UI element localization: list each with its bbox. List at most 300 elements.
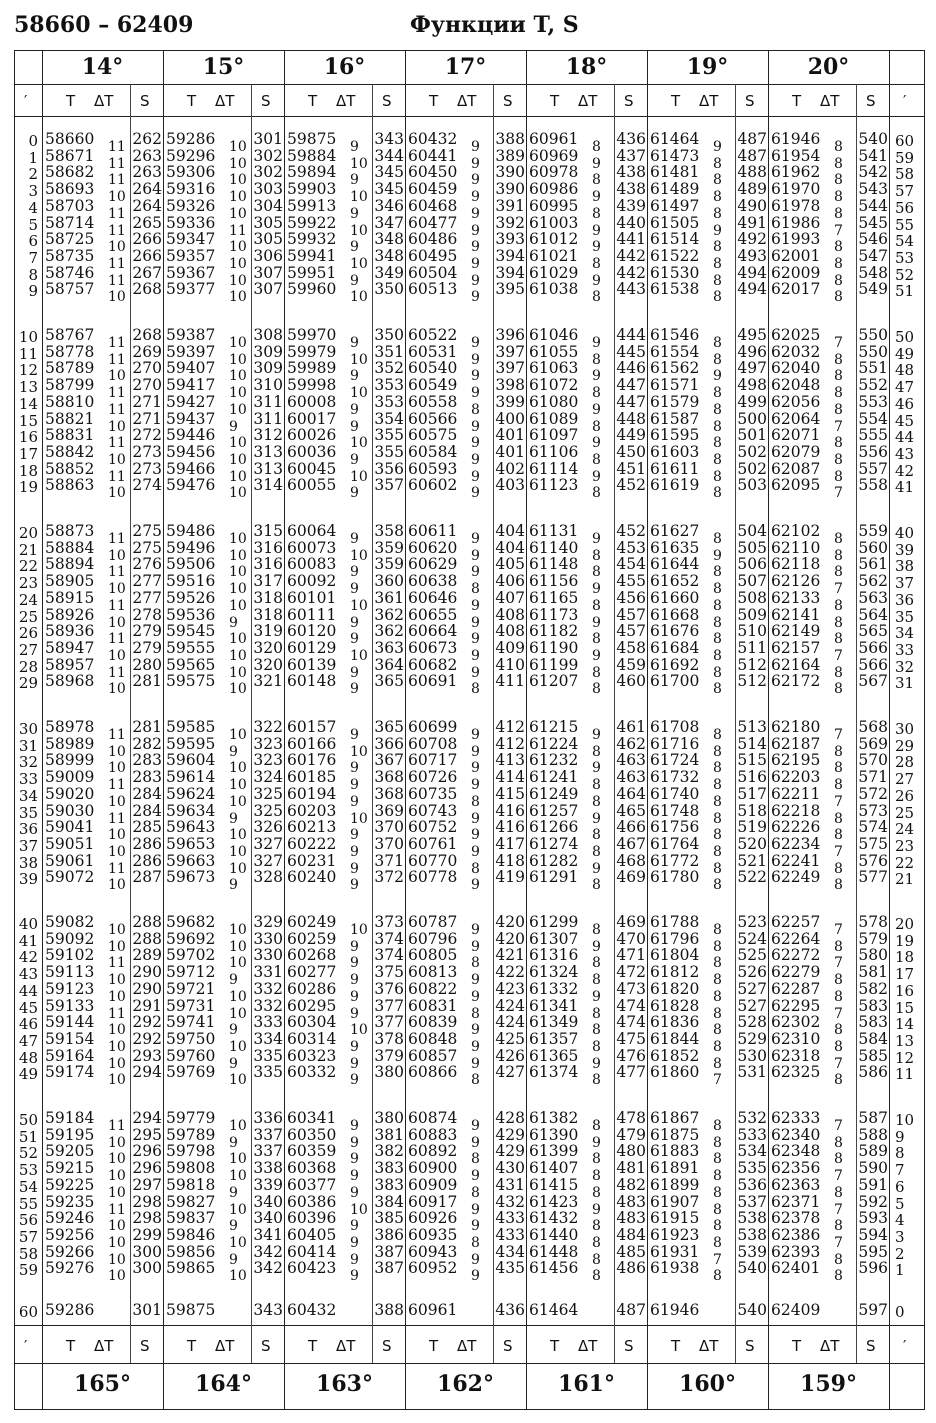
dT-value: 8 xyxy=(834,938,843,955)
minute-label-left: 12 xyxy=(18,361,38,380)
dT-value: 9 xyxy=(471,547,480,564)
S-value: 345 xyxy=(374,180,404,199)
T-value: 61986 xyxy=(771,213,821,232)
S-value: 330 xyxy=(253,946,283,965)
T-value: 61867 xyxy=(650,1109,700,1127)
dT-value: 9 xyxy=(350,172,359,189)
S-value: 446 xyxy=(616,359,646,378)
dT-value: 8 xyxy=(471,401,480,418)
S-value: 361 xyxy=(374,588,404,607)
T-value: 60073 xyxy=(287,538,337,557)
dT-value: 10 xyxy=(229,860,247,877)
dT-value: 8 xyxy=(834,1251,843,1268)
S-value: 270 xyxy=(132,359,162,378)
S-value: 298 xyxy=(132,1209,162,1228)
dT-value: 8 xyxy=(592,205,601,222)
dT-value: 10 xyxy=(108,581,126,598)
dT-value: 10 xyxy=(108,843,126,860)
dT-value: 8 xyxy=(834,877,843,894)
T-value: 61029 xyxy=(529,263,579,282)
dT-value: 8 xyxy=(592,418,601,435)
S-value: 474 xyxy=(616,996,646,1015)
minute-label-right: 20 xyxy=(895,915,915,933)
T-value: 62211 xyxy=(771,784,821,803)
S-value: 502 xyxy=(737,459,767,478)
T-value: 58873 xyxy=(45,522,95,540)
T-value: 60396 xyxy=(287,1209,337,1228)
dT-value: 10 xyxy=(350,743,368,760)
dT-value: 8 xyxy=(592,139,601,155)
dT-value: 9 xyxy=(592,647,601,664)
dT-value: 11 xyxy=(108,664,126,681)
minute-label-left: 27 xyxy=(18,640,38,659)
T-value: 62157 xyxy=(771,638,821,657)
S-value: 463 xyxy=(616,751,646,770)
S-value: 433 xyxy=(495,1209,525,1228)
T-value: 62180 xyxy=(771,718,821,736)
minute-label-left: 29 xyxy=(18,674,38,693)
dT-value: 9 xyxy=(592,272,601,289)
subcolumn-separator xyxy=(372,84,373,1363)
S-value: 340 xyxy=(253,1192,283,1211)
T-value: 59306 xyxy=(166,163,216,182)
S-value: 471 xyxy=(616,946,646,965)
dT-value: 9 xyxy=(471,614,480,631)
dT-value: 9 xyxy=(592,1201,601,1218)
dT-value: 10 xyxy=(350,597,368,614)
dT-value: 7 xyxy=(834,922,843,938)
dT-value: 11 xyxy=(108,955,126,972)
dT-value: 9 xyxy=(471,1038,480,1055)
S-value: 370 xyxy=(374,818,404,837)
dT-value: 9 xyxy=(471,877,480,894)
dT-value: 9 xyxy=(592,435,601,452)
dT-header: ΔT xyxy=(336,92,356,110)
T-value: 60629 xyxy=(408,555,458,574)
dT-value: 8 xyxy=(834,351,843,368)
dT-value: 9 xyxy=(229,418,238,435)
dT-value: 9 xyxy=(350,401,359,418)
S-value: 300 xyxy=(132,1242,162,1261)
T-value: 60770 xyxy=(408,851,458,870)
T-value: 58789 xyxy=(45,359,95,378)
S-value: 544 xyxy=(858,196,888,215)
S-value: 432 xyxy=(495,1192,525,1211)
S-value: 583 xyxy=(858,996,888,1015)
S-value: 349 xyxy=(374,263,404,282)
S-value: 282 xyxy=(132,734,162,753)
S-value: 273 xyxy=(132,459,162,478)
S-value: 303 xyxy=(253,180,283,199)
minute-label-left: 59 xyxy=(18,1261,38,1280)
T-value: 59837 xyxy=(166,1209,216,1228)
dT-value: 9 xyxy=(350,664,359,681)
dT-value: 11 xyxy=(108,401,126,418)
T-value: 61089 xyxy=(529,409,579,428)
T-value: 61915 xyxy=(650,1209,700,1228)
dT-value: 9 xyxy=(471,351,480,368)
dT-value: 9 xyxy=(592,531,601,547)
S-value: 591 xyxy=(858,1175,888,1194)
T-value: 60341 xyxy=(287,1109,337,1127)
S-value: 424 xyxy=(495,996,525,1015)
dT-value: 10 xyxy=(350,810,368,827)
T-header: T xyxy=(66,1337,76,1355)
S-header: S xyxy=(382,92,392,110)
T-value: 59020 xyxy=(45,784,95,803)
dT-value: 9 xyxy=(592,727,601,743)
T-value: 61063 xyxy=(529,359,579,378)
T-value: 61399 xyxy=(529,1142,579,1161)
S-value: 270 xyxy=(132,376,162,395)
S-value: 335 xyxy=(253,1046,283,1065)
T-value: 61390 xyxy=(529,1125,579,1144)
S-value: 368 xyxy=(374,784,404,803)
S-value: 397 xyxy=(495,359,525,378)
T-value: 62386 xyxy=(771,1225,821,1244)
dT-value: 10 xyxy=(108,827,126,844)
T-value: 62371 xyxy=(771,1192,821,1211)
S-value: 489 xyxy=(737,180,767,199)
T-value: 58999 xyxy=(45,751,95,770)
dT-value: 10 xyxy=(229,435,247,452)
dT-value: 11 xyxy=(108,205,126,222)
S-value: 268 xyxy=(132,326,162,344)
T-header: T xyxy=(671,1337,681,1355)
S-value: 353 xyxy=(374,392,404,411)
T-value: 58936 xyxy=(45,622,95,641)
S-value: 442 xyxy=(616,263,646,282)
T-value: 61432 xyxy=(529,1209,579,1228)
T-value: 60477 xyxy=(408,213,458,232)
T-value: 59082 xyxy=(45,913,95,931)
S-value: 506 xyxy=(737,555,767,574)
T-value: 59818 xyxy=(166,1175,216,1194)
T-header: T xyxy=(429,1337,439,1355)
dT-value: 10 xyxy=(350,351,368,368)
S-value: 280 xyxy=(132,655,162,674)
minute-label-left: 10 xyxy=(18,328,38,346)
dT-value: 8 xyxy=(834,1134,843,1151)
S-value: 352 xyxy=(374,359,404,378)
T-value: 60699 xyxy=(408,718,458,736)
S-value: 469 xyxy=(616,868,646,887)
T-value: 60213 xyxy=(287,818,337,837)
dT-value: 9 xyxy=(471,1218,480,1235)
S-value: 399 xyxy=(495,392,525,411)
S-value: 283 xyxy=(132,751,162,770)
T-value: 62079 xyxy=(771,442,821,461)
S-value: 438 xyxy=(616,163,646,182)
S-value: 288 xyxy=(132,913,162,931)
dT-value: 9 xyxy=(471,172,480,189)
S-header: S xyxy=(745,92,755,110)
dT-header: ΔT xyxy=(699,1337,719,1355)
T-value: 59164 xyxy=(45,1046,95,1065)
S-value: 401 xyxy=(495,442,525,461)
T-value: 61627 xyxy=(650,522,700,540)
S-value: 365 xyxy=(374,718,404,736)
dT-value: 8 xyxy=(713,727,722,743)
S-value: 580 xyxy=(858,946,888,965)
minute-label-left: 20 xyxy=(18,524,38,542)
S-value: 528 xyxy=(737,1013,767,1032)
S-value: 393 xyxy=(495,230,525,249)
dT-value: 9 xyxy=(471,810,480,827)
S-value: 358 xyxy=(374,522,404,540)
minute-label-right: 0 xyxy=(895,1303,905,1321)
S-value: 384 xyxy=(374,1192,404,1211)
dT-value: 8 xyxy=(713,435,722,452)
S-value: 404 xyxy=(495,538,525,557)
minute-label-left: 33 xyxy=(18,770,38,789)
T-value: 59246 xyxy=(45,1209,95,1228)
subcolumn-separator xyxy=(493,84,494,1363)
dT-value: 9 xyxy=(350,1038,359,1055)
dT-value: 10 xyxy=(108,418,126,435)
T-value: 59286 xyxy=(45,1301,95,1319)
S-value: 359 xyxy=(374,538,404,557)
T-value: 60513 xyxy=(408,280,458,299)
T-value: 58863 xyxy=(45,476,95,495)
T-value: 59741 xyxy=(166,1013,216,1032)
T-value: 61522 xyxy=(650,246,700,265)
dT-value: 8 xyxy=(592,777,601,794)
dT-value: 8 xyxy=(471,955,480,972)
dT-value: 8 xyxy=(713,272,722,289)
T-value: 61708 xyxy=(650,718,700,736)
T-value: 60926 xyxy=(408,1209,458,1228)
T-value: 61571 xyxy=(650,376,700,395)
T-value: 61148 xyxy=(529,555,579,574)
dT-value: 8 xyxy=(713,1038,722,1055)
T-value: 61464 xyxy=(650,130,700,148)
T-value: 59184 xyxy=(45,1109,95,1127)
dT-value: 8 xyxy=(713,793,722,810)
T-value: 58852 xyxy=(45,459,95,478)
S-value: 493 xyxy=(737,246,767,265)
S-value: 480 xyxy=(616,1142,646,1161)
dT-value: 9 xyxy=(350,1184,359,1201)
dT-value: 8 xyxy=(834,368,843,385)
dT-value: 7 xyxy=(834,335,843,351)
T-value: 58842 xyxy=(45,442,95,461)
S-value: 312 xyxy=(253,426,283,445)
minute-label-right: 24 xyxy=(895,820,915,839)
minute-label-right: 34 xyxy=(895,624,915,643)
rule-line xyxy=(14,1325,924,1326)
dT-value: 9 xyxy=(471,205,480,222)
dT-value: 9 xyxy=(350,139,359,155)
T-value: 62032 xyxy=(771,342,821,361)
dT-value: 9 xyxy=(471,418,480,435)
dT-value: 10 xyxy=(229,155,247,172)
subcolumn-separator xyxy=(130,84,131,1363)
T-value: 58989 xyxy=(45,734,95,753)
T-value: 59437 xyxy=(166,409,216,428)
column-separator xyxy=(768,50,769,1410)
dT-value: 8 xyxy=(834,189,843,206)
dT-value: 8 xyxy=(834,435,843,452)
T-value: 59476 xyxy=(166,476,216,495)
S-value: 583 xyxy=(858,1013,888,1032)
S-value: 571 xyxy=(858,768,888,787)
dT-value: 8 xyxy=(713,843,722,860)
T-value: 58725 xyxy=(45,230,95,249)
T-value: 60222 xyxy=(287,834,337,853)
minute-label-left: 18 xyxy=(18,461,38,480)
T-value: 59979 xyxy=(287,342,337,361)
dT-value: 9 xyxy=(350,1168,359,1185)
S-value: 381 xyxy=(374,1125,404,1144)
T-value: 59195 xyxy=(45,1125,95,1144)
T-value: 61946 xyxy=(771,130,821,148)
T-value: 59555 xyxy=(166,638,216,657)
S-value: 347 xyxy=(374,213,404,232)
T-value: 61332 xyxy=(529,979,579,998)
T-value: 61473 xyxy=(650,146,700,165)
S-value: 271 xyxy=(132,409,162,428)
dT-value: 9 xyxy=(350,988,359,1005)
T-value: 60064 xyxy=(287,522,337,540)
dT-value: 8 xyxy=(834,1184,843,1201)
minute-label-right: 42 xyxy=(895,461,915,480)
S-value: 522 xyxy=(737,868,767,887)
S-value: 370 xyxy=(374,834,404,853)
rule-line xyxy=(14,116,924,117)
T-value: 61299 xyxy=(529,913,579,931)
T-value: 61307 xyxy=(529,929,579,948)
T-value: 60743 xyxy=(408,801,458,820)
minute-label-right: 8 xyxy=(895,1144,905,1163)
T-value: 60414 xyxy=(287,1242,337,1261)
dT-value: 8 xyxy=(834,681,843,698)
dT-value: 10 xyxy=(229,564,247,581)
minute-label-left: 22 xyxy=(18,557,38,576)
dT-value: 11 xyxy=(108,335,126,351)
T-value: 61954 xyxy=(771,146,821,165)
S-value: 576 xyxy=(858,851,888,870)
dT-value: 10 xyxy=(229,451,247,468)
T-value: 59702 xyxy=(166,946,216,965)
dT-value: 8 xyxy=(834,777,843,794)
S-value: 311 xyxy=(253,392,283,411)
T-value: 59417 xyxy=(166,376,216,395)
degree-header-bottom: 159° xyxy=(800,1371,857,1397)
T-value: 61603 xyxy=(650,442,700,461)
S-value: 550 xyxy=(858,326,888,344)
dT-value: 7 xyxy=(834,955,843,972)
S-value: 368 xyxy=(374,768,404,787)
T-value: 61891 xyxy=(650,1159,700,1178)
minute-label-right: 21 xyxy=(895,870,915,889)
minute-label-right: 39 xyxy=(895,540,915,559)
S-value: 581 xyxy=(858,963,888,982)
S-value: 416 xyxy=(495,801,525,820)
S-value: 276 xyxy=(132,555,162,574)
T-value: 60008 xyxy=(287,392,337,411)
T-value: 60432 xyxy=(287,1301,337,1319)
T-value: 59856 xyxy=(166,1242,216,1261)
dT-value: 8 xyxy=(471,681,480,698)
dT-value: 10 xyxy=(350,189,368,206)
T-value: 62318 xyxy=(771,1046,821,1065)
S-value: 510 xyxy=(737,622,767,641)
S-value: 538 xyxy=(737,1225,767,1244)
S-value: 553 xyxy=(858,392,888,411)
dT-value: 9 xyxy=(350,1151,359,1168)
dT-value: 9 xyxy=(350,451,359,468)
S-value: 476 xyxy=(616,1046,646,1065)
T-value: 60139 xyxy=(287,655,337,674)
T-value: 60323 xyxy=(287,1046,337,1065)
minute-label-right: 55 xyxy=(895,215,915,234)
minute-label-left: 35 xyxy=(18,803,38,822)
dT-value: 8 xyxy=(713,860,722,877)
dT-value: 10 xyxy=(229,664,247,681)
S-value: 267 xyxy=(132,263,162,282)
T-value: 61072 xyxy=(529,376,579,395)
T-value: 61316 xyxy=(529,946,579,965)
S-value: 290 xyxy=(132,979,162,998)
dT-value: 8 xyxy=(592,255,601,272)
T-value: 61820 xyxy=(650,979,700,998)
dT-value: 8 xyxy=(834,1218,843,1235)
T-value: 61448 xyxy=(529,1242,579,1261)
T-value: 59486 xyxy=(166,522,216,540)
dT-value: 8 xyxy=(713,988,722,1005)
T-value: 58746 xyxy=(45,263,95,282)
S-value: 263 xyxy=(132,163,162,182)
T-value: 61282 xyxy=(529,851,579,870)
T-value: 59673 xyxy=(166,868,216,887)
dT-value: 9 xyxy=(229,614,238,631)
S-value: 504 xyxy=(737,522,767,540)
minute-label-left: 34 xyxy=(18,786,38,805)
degree-header-bottom: 161° xyxy=(558,1371,615,1397)
minute-label-left: 4 xyxy=(28,198,38,217)
T-value: 61291 xyxy=(529,868,579,887)
S-value: 459 xyxy=(616,655,646,674)
T-value: 59808 xyxy=(166,1159,216,1178)
S-value: 354 xyxy=(374,409,404,428)
T-value: 60055 xyxy=(287,476,337,495)
minute-label-right: 41 xyxy=(895,478,915,497)
T-value: 59712 xyxy=(166,963,216,982)
S-value: 376 xyxy=(374,979,404,998)
S-value: 343 xyxy=(253,1301,283,1319)
T-value: 59526 xyxy=(166,588,216,607)
S-value: 549 xyxy=(858,280,888,299)
S-value: 334 xyxy=(253,1029,283,1048)
minute-label-left: 60 xyxy=(18,1303,38,1321)
minute-label-right: 36 xyxy=(895,590,915,609)
S-value: 309 xyxy=(253,359,283,378)
T-value: 59941 xyxy=(287,246,337,265)
dT-value: 8 xyxy=(713,760,722,777)
S-value: 593 xyxy=(858,1209,888,1228)
T-value: 58968 xyxy=(45,672,95,691)
T-value: 59154 xyxy=(45,1029,95,1048)
S-value: 403 xyxy=(495,476,525,495)
S-value: 496 xyxy=(737,342,767,361)
S-value: 296 xyxy=(132,1142,162,1161)
dT-value: 10 xyxy=(229,351,247,368)
S-value: 360 xyxy=(374,572,404,591)
dT-value: 10 xyxy=(108,239,126,256)
T-value: 60995 xyxy=(529,196,579,215)
S-value: 348 xyxy=(374,246,404,265)
